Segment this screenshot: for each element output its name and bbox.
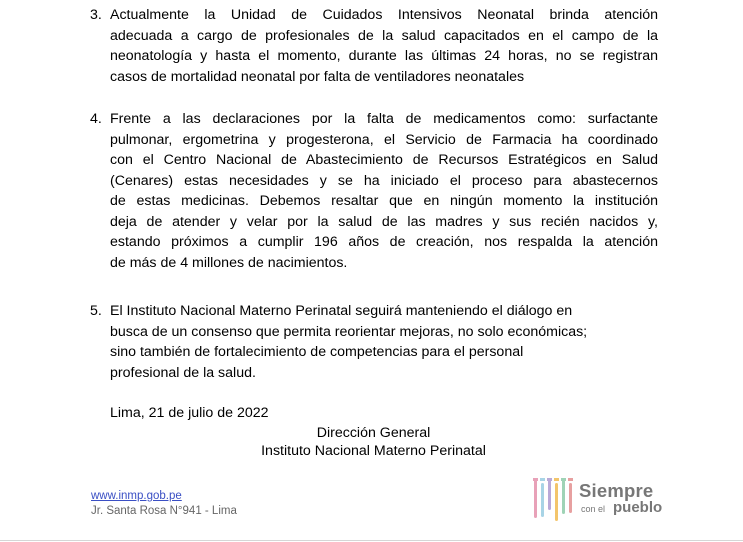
page-bottom-divider (0, 540, 743, 541)
siempre-con-el-pueblo-logo (531, 476, 671, 526)
text-line: profesional de la salud. (110, 364, 256, 381)
signature-line-1: Dirección General (316, 425, 431, 441)
text-line: (Cenares) estas necesidades y se ha iniciado el proceso para abastecernos (110, 172, 658, 189)
logo-stripe-cap (554, 478, 559, 481)
list-item-number: 3. (90, 7, 102, 23)
list-item-text (110, 109, 658, 273)
footer-website-link[interactable]: www.inmp.gob.pe (91, 490, 182, 502)
logo-stripe-cap (533, 478, 538, 481)
text-line: busca de un consenso que permita reorientar mejoras, no solo económicas; (110, 323, 588, 340)
logo-stripe (569, 483, 572, 513)
document-date: Lima, 21 de julio de 2022 (110, 405, 269, 421)
text-line: deja de atender y velar por la salud de las madres y sus recién nacidos y, (110, 213, 658, 230)
text-line: sino también de fortalecimiento de competencias para el personal (110, 344, 524, 360)
list-item-5 (90, 301, 658, 383)
text-line: de más de 4 millones de nacimientos. (110, 254, 348, 271)
logo-stripe (562, 480, 565, 514)
text-line: adecuada a cargo de profesionales de la salud capacitados en el campo de la (110, 27, 658, 44)
logo-word-con-el: con el (581, 504, 606, 514)
logo-stripe (555, 483, 558, 521)
text-line: El Instituto Nacional Materno Perinatal seguirá manteniendo el diálogo en (110, 303, 573, 319)
list-item-number: 5. (90, 303, 102, 319)
footer-address: Jr. Santa Rosa N°941 - Lima (91, 505, 237, 517)
logo-stripe-cap (568, 478, 573, 481)
text-line: pulmonar, ergometrina y progesterona, el Servicio de Farmacia ha coordinado (110, 131, 658, 148)
list-item-text (110, 5, 658, 87)
logo-stripe-cap (540, 478, 545, 481)
logo-stripes-icon (531, 476, 579, 526)
logo-stripe (534, 480, 537, 518)
text-line: estando próximos a cumplir 196 años de creación, nos respalda la atención (110, 234, 658, 250)
list-item-number: 4. (90, 111, 102, 127)
text-line: de estas medicinas. Debemos resaltar que en ningún momento la institución (110, 193, 658, 209)
logo-stripe-cap (547, 478, 552, 481)
text-line: con el Centro Nacional de Abastecimiento de Recursos Estratégicos en Salud (110, 152, 658, 168)
logo-stripe (541, 483, 544, 517)
list-item-text (110, 301, 658, 383)
text-line: Actualmente la Unidad de Cuidados Intensivos Neonatal brinda atención (110, 7, 658, 23)
text-line: casos de mortalidad neonatal por falta de ventiladores neonatales (110, 68, 525, 85)
logo-stripe-cap (561, 478, 566, 481)
logo-word-siempre: Siempre (579, 480, 654, 501)
text-line: neonatología y hasta el momento, durante las últimas 24 horas, no se registran (110, 48, 658, 64)
signature-line-2: Instituto Nacional Materno Perinatal (261, 443, 486, 459)
logo-word-pueblo: pueblo (613, 499, 663, 516)
list-item-4 (90, 109, 658, 273)
logo-stripe (548, 480, 551, 510)
list-item-3 (90, 5, 658, 87)
text-line: Frente a las declaraciones por la falta de medicamentos como: surfactante (110, 111, 658, 127)
